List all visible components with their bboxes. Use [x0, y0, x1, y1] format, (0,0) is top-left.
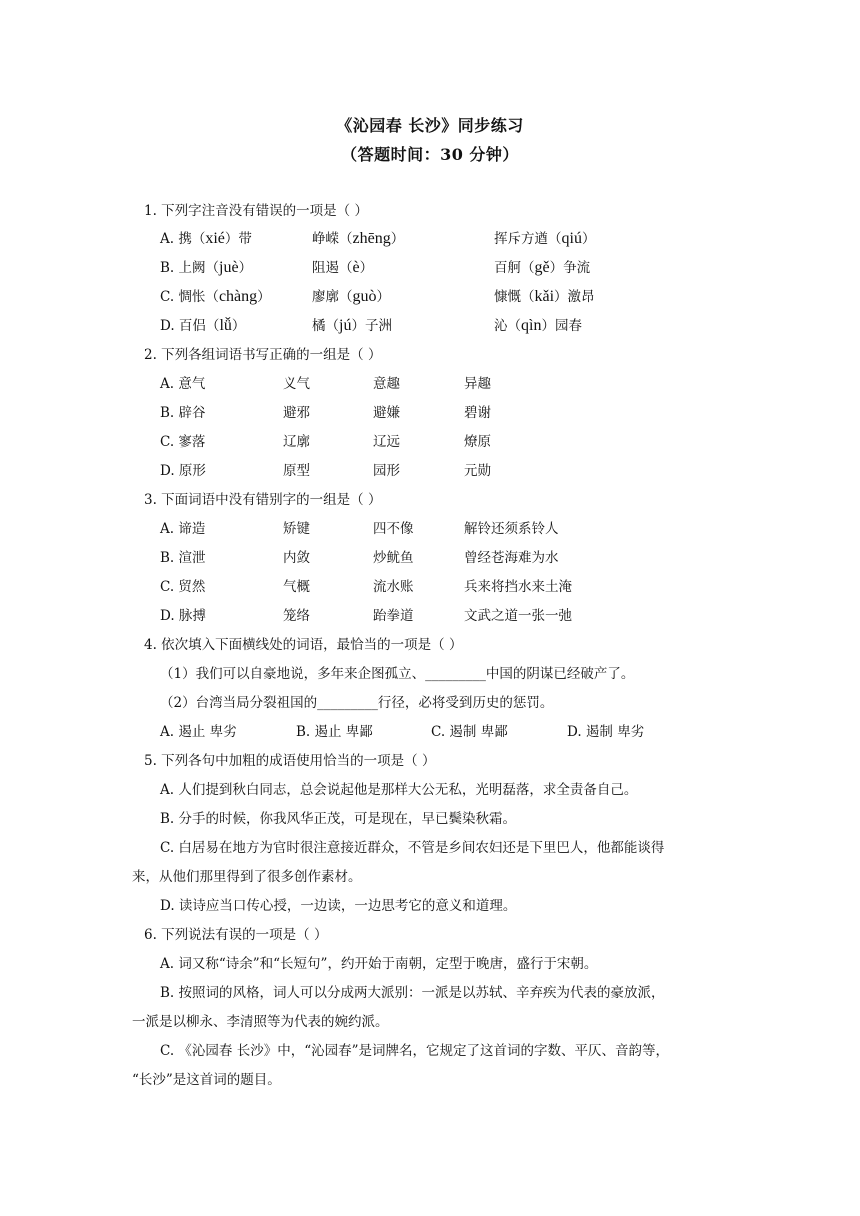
- q2-stem: 2. 下列各组词语书写正确的一组是（ ）: [144, 347, 382, 363]
- q4-option-c: C. 遏制 卑鄙: [431, 724, 508, 740]
- q5-stem: 5. 下列各句中加粗的成语使用恰当的一项是（ ）: [144, 753, 436, 769]
- document-subtitle: （答题时间：30 分钟）: [341, 145, 519, 164]
- q3-stem: 3. 下面词语中没有错别字的一组是（ ）: [144, 492, 382, 508]
- q6-option-a: A. 词又称“诗余”和“长短句”，约开始于南朝，定型于晚唐，盛行于宋朝。: [160, 956, 598, 972]
- q4-sentence-1: （1）我们可以自豪地说，多年来企图孤立、_________中国的阴谋已经破产了。: [160, 666, 635, 682]
- q6-option-c-line1: C. 《沁园春 长沙》中，“沁园春”是词牌名，它规定了这首词的字数、平仄、音韵等，: [160, 1043, 670, 1059]
- q4-sentence-2: （2）台湾当局分裂祖国的_________行径，必将受到历史的惩罚。: [160, 695, 554, 711]
- q6-option-b-line1: B. 按照词的风格，词人可以分成两大派别：一派是以苏轼、辛弃疾为代表的豪放派，: [160, 985, 665, 1001]
- q4-option-b: B. 遏止 卑鄙: [296, 724, 373, 740]
- q5-option-d: D. 读诗应当口传心授，一边读，一边思考它的意义和道理。: [160, 898, 517, 914]
- q5-option-b: B. 分手的时候，你我风华正茂，可是现在，早已鬓染秋霜。: [160, 811, 517, 827]
- q4-option-a: A. 遏止 卑劣: [160, 724, 237, 740]
- q6-option-c-line2: “长沙”是这首词的题目。: [132, 1072, 281, 1088]
- q1-stem: 1. 下列字注音没有错误的一项是（ ）: [144, 203, 368, 219]
- q5-option-c-line2: 来，从他们那里得到了很多创作素材。: [132, 869, 362, 885]
- document-title: 《沁园春 长沙》同步练习: [336, 116, 524, 135]
- q5-option-a: A. 人们提到秋白同志，总会说起他是那样大公无私，光明磊落，求全责备自己。: [160, 782, 638, 798]
- q5-option-c-line1: C. 白居易在地方为官时很注意接近群众，不管是乡间农妇还是下里巴人，他都能谈得: [160, 840, 665, 856]
- q6-stem: 6. 下列说法有误的一项是（ ）: [144, 927, 328, 943]
- q6-option-b-line2: 一派是以柳永、李清照等为代表的婉约派。: [132, 1014, 389, 1030]
- q4-stem: 4. 依次填入下面横线处的词语，最恰当的一项是（ ）: [144, 637, 463, 653]
- q4-option-d: D. 遏制 卑劣: [567, 724, 645, 740]
